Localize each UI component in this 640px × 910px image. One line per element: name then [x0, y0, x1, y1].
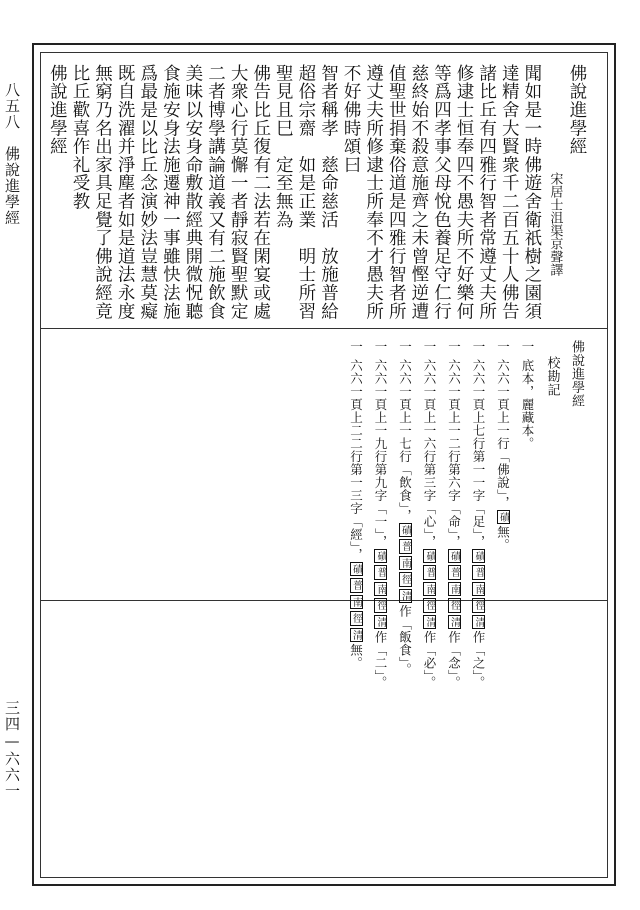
scripture-column: 智者稱孝 慈命慈活 放施普給 [318, 64, 339, 321]
edition-siglum: 南 [399, 557, 411, 569]
scripture-title: 佛說進學經 [567, 64, 587, 156]
scripture-column: 既自洗濯并淨塵者如是道法永度 [115, 64, 136, 321]
edition-siglum: 清 [350, 629, 362, 641]
note-text: 六六一頁上一二行第六字「命」， [446, 359, 462, 548]
note-marker: 一 [348, 340, 364, 353]
note-text: 六六一頁上一行「佛說」， [495, 359, 511, 509]
collation-list [343, 340, 539, 689]
collation-note [343, 340, 368, 670]
edition-siglum: 徑 [424, 600, 435, 611]
note-marker: 一 [495, 340, 511, 353]
collation-note [466, 340, 491, 689]
note-text: 六六一頁上七行第一一字「足」， [471, 359, 486, 548]
note-tail: 無。 [495, 525, 511, 552]
note-tail: 無。 [348, 643, 364, 670]
scripture-column: 食施安身法施遷神一事雖快法施 [160, 64, 181, 321]
edition-siglum: 清 [473, 616, 484, 628]
section-divider [40, 328, 608, 329]
scripture-column: 爲最是以比丘念演妙法豈慧莫癡 [137, 64, 158, 321]
note-text: 六六一頁上一六行第三字「心」， [422, 359, 437, 548]
scripture-column: 超俗宗齋 如是正業 明士所習 [295, 64, 316, 321]
note-tail: 作「之」。 [471, 630, 486, 689]
collation-note [441, 340, 466, 689]
note-text: 六六一頁上一九行第九字「一」， [373, 359, 388, 548]
edition-siglum: 磧 [350, 563, 362, 575]
scripture-column: 達精舍大賢衆千二百五十人佛告 [499, 64, 520, 321]
note-text: 底本，麗藏本。 [520, 359, 535, 450]
scripture-column: 遵丈夫所修逮士所奉不才愚夫所 [363, 64, 384, 321]
note-tail: 作「必」。 [422, 630, 437, 689]
note-marker: 一 [520, 340, 535, 353]
scripture-column: 二者博學講論道義又有二施飲食 [205, 64, 226, 321]
edition-siglum: 磧 [424, 550, 435, 562]
scripture-column: 等爲四孝事父母悅色養足守仁行 [431, 64, 452, 321]
edition-siglum: 清 [424, 616, 435, 628]
collation-notes [343, 340, 588, 689]
edition-siglum: 南 [375, 583, 386, 595]
scripture-column: 值聖世捐棄俗道是四雅行智者所 [386, 64, 407, 321]
edition-siglum: 南 [350, 596, 362, 608]
collation-title: 佛說進學經 [569, 340, 584, 408]
edition-siglum: 清 [448, 616, 460, 628]
edition-siglum: 磧 [375, 550, 386, 562]
scripture-column: 美味以安身命敷散經典開微怳聽 [182, 64, 203, 321]
edition-siglum: 南 [448, 583, 460, 595]
edition-siglum: 磧 [399, 524, 411, 536]
note-marker: 一 [397, 340, 413, 353]
edition-siglum: 徑 [473, 600, 484, 611]
note-tail: 作「飯食」。 [397, 604, 413, 676]
edition-siglum: 徑 [350, 613, 362, 624]
note-marker: 一 [446, 340, 462, 353]
note-marker: 一 [373, 340, 388, 353]
edition-siglum: 普 [350, 580, 362, 591]
scripture-column: 諸比丘有四雅行智者常遵丈夫所 [476, 64, 497, 321]
edition-siglum: 普 [424, 567, 435, 578]
scripture-column: 比丘歡喜作礼受教 [69, 64, 90, 211]
edition-siglum: 磧 [448, 550, 460, 562]
collation-note [417, 340, 442, 689]
note-text: 六六一頁上一七行「飲食」， [397, 359, 413, 522]
edition-siglum: 磧 [497, 511, 509, 523]
collation-note [392, 340, 417, 676]
scripture-column: 佛說進學經 [47, 64, 68, 156]
edition-siglum: 徑 [448, 600, 460, 611]
edition-siglum: 清 [399, 590, 411, 602]
note-marker: 一 [422, 340, 437, 353]
edition-siglum: 南 [473, 583, 484, 595]
margin-page-label: 八五八 佛說進學經 [3, 82, 21, 226]
scripture-columns [46, 64, 543, 326]
edition-siglum: 普 [375, 567, 386, 578]
scripture-column: 大衆心行莫懈一者靜寂賢聖默定 [228, 64, 249, 321]
scripture-translator: 宋居士沮渠京聲譯 [547, 172, 563, 276]
collation-subtitle: 校勘記 [544, 356, 560, 397]
scripture-text [46, 64, 588, 326]
edition-siglum: 清 [375, 616, 386, 628]
scripture-column: 修逮士恒奉四不愚夫所不好樂何 [454, 64, 475, 321]
scripture-column: 聖見且巳 定至無為 [273, 64, 294, 229]
margin-volume-label: 三四—六六一 [3, 700, 21, 799]
scripture-column: 慈終始不殺意施齊之未曾慳逆遭 [408, 64, 429, 321]
note-text: 六六一頁上二二行第一三字「經」， [348, 359, 364, 561]
collation-note [515, 340, 540, 595]
scripture-column: 聞如是一時佛遊舍衛祇樹之園須 [521, 64, 542, 321]
scripture-column: 不好佛時頌曰 [341, 64, 362, 174]
edition-siglum: 徑 [399, 574, 411, 585]
edition-siglum: 普 [399, 541, 411, 552]
scripture-column: 佛告比丘復有二法若在閑宴或處 [250, 64, 271, 321]
scripture-column: 無窮乃名出家具足覺了佛說經竟 [92, 64, 113, 321]
edition-siglum: 磧 [473, 550, 484, 562]
collation-note [368, 340, 393, 689]
section-divider-lower [40, 600, 608, 601]
note-marker: 一 [471, 340, 486, 353]
edition-siglum: 徑 [375, 600, 386, 611]
note-tail: 作「二」。 [373, 630, 388, 689]
edition-siglum: 普 [448, 567, 460, 578]
collation-note [490, 340, 515, 595]
edition-siglum: 南 [424, 583, 435, 595]
edition-siglum: 普 [473, 567, 484, 578]
note-tail: 作「念」。 [446, 630, 462, 689]
